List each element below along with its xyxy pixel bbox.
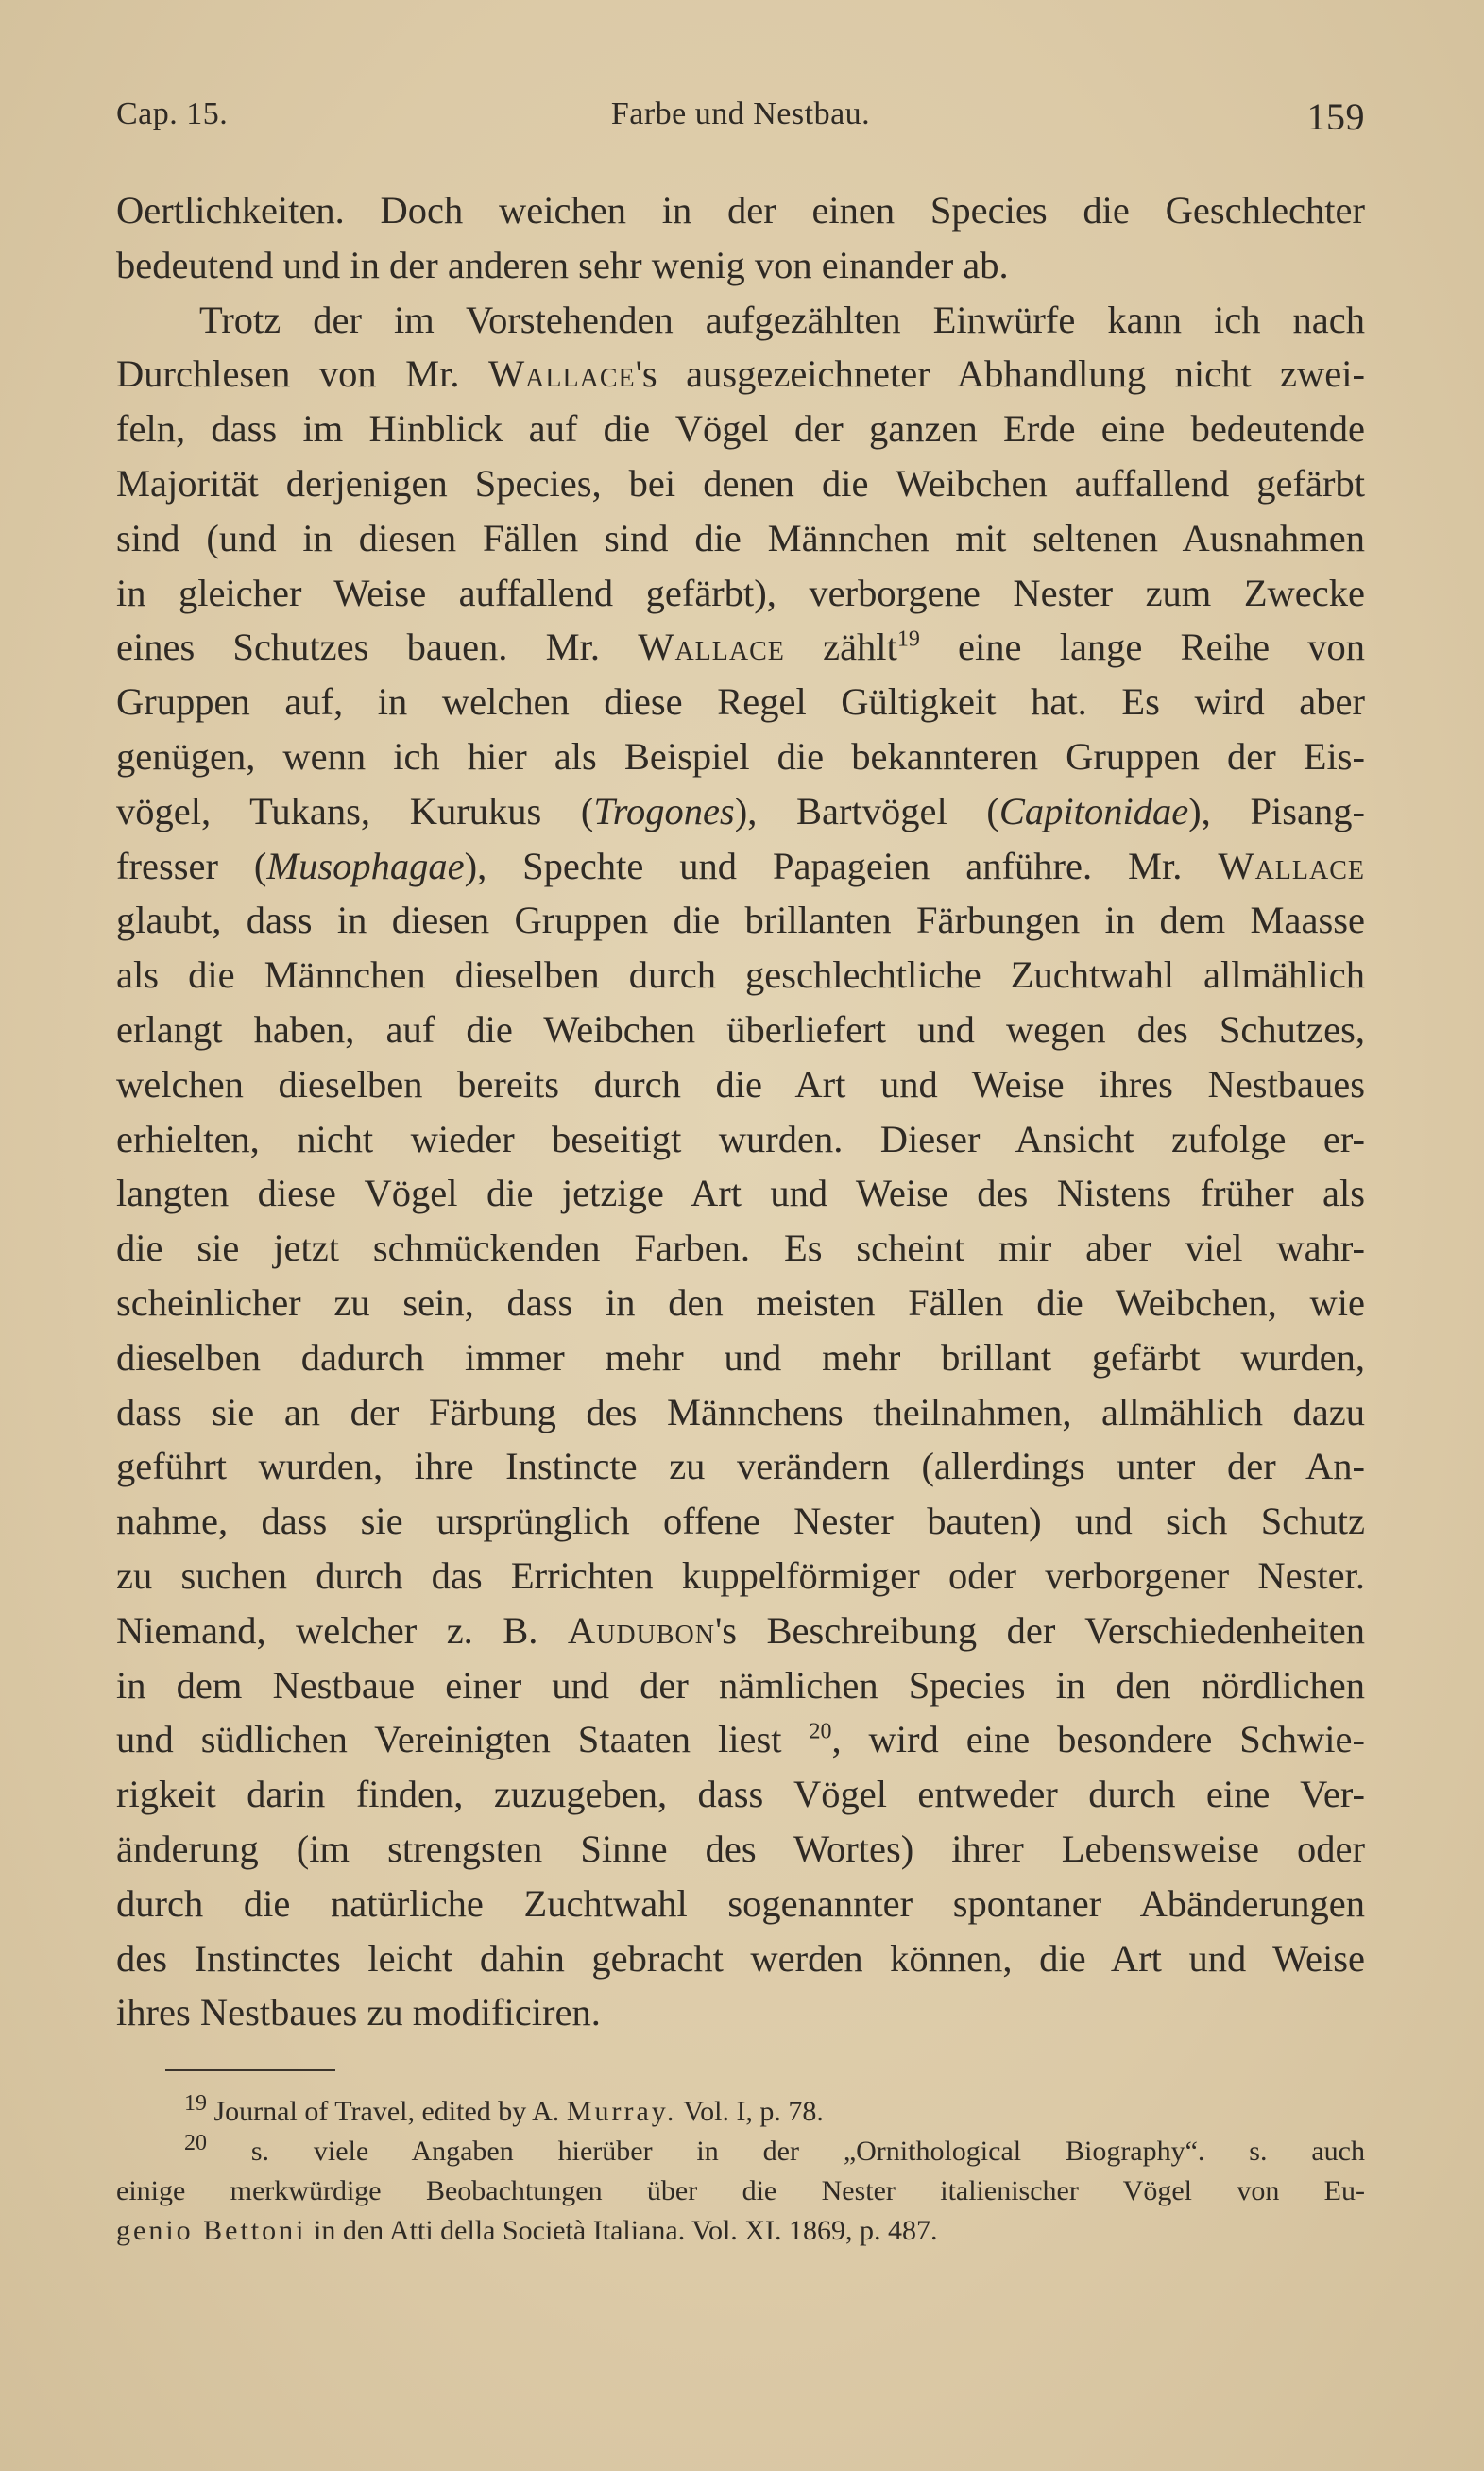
- text-line: Oertlichkeiten. Doch weichen in der einen Species die Geschlechter: [116, 189, 1365, 232]
- footnote-20: $^{20}$ s. viele Angaben hierüber in der „Ornithological Biography“. s. auch: [184, 2131, 1365, 2167]
- running-header: [116, 96, 1365, 144]
- text-line: dieselben dadurch immer mehr und mehr brillant gefärbt wurden,: [116, 1335, 1365, 1379]
- page-number: 159: [1306, 95, 1365, 138]
- footnote-19: $^{19}$ Journal of Travel, edited by A. Murray. Vol. I, p. 78.: [184, 2091, 824, 2127]
- author-name: Wallace: [487, 352, 636, 396]
- footnote-number: 20: [184, 2131, 207, 2155]
- text-line: in dem Nestbaue einer und der nämlichen Species in den nördlichen: [116, 1663, 1365, 1707]
- text-line: in gleicher Weise auffallend gefärbt), verborgene Nester zum Zwecke: [116, 571, 1365, 614]
- footnote-ref: 20: [809, 1719, 832, 1744]
- main-text: [116, 183, 1365, 2040]
- text-line: des Instinctes leicht dahin gebracht werden können, die Art und Weise: [116, 1936, 1365, 1980]
- text-line: die sie jetzt schmückenden Farben. Es scheint mir aber viel wahr-: [116, 1227, 1365, 1270]
- footnote-ref: 19: [896, 626, 920, 652]
- author-name: Wallace: [1218, 844, 1366, 887]
- text-line: ihres Nestbaues zu modificiren.: [116, 1991, 601, 2034]
- text-line: Niemand, welcher z. B. Audubon's Beschreibung der Verschiedenheiten: [116, 1608, 1365, 1652]
- footnote-text-line: genio Bettoni in den Atti della Società Italiana. Vol. XI. 1869, p. 487.: [116, 2215, 938, 2246]
- chapter-label: Cap. 15.: [116, 96, 229, 131]
- author-name: Wallace: [638, 626, 785, 669]
- text-line: rigkeit darin finden, zuzugeben, dass Vögel entweder durch eine Ver-: [116, 1773, 1365, 1816]
- text-line: änderung (im strengsten Sinne des Wortes) ihrer Lebensweise oder: [116, 1827, 1365, 1870]
- text-line: bedeutend und in der anderen sehr wenig von einander ab.: [116, 243, 1009, 286]
- text-line: dass sie an der Färbung des Männchens theilnahmen, allmählich dazu: [116, 1390, 1365, 1433]
- text-line: scheinlicher zu sein, dass in den meisten Fällen die Weibchen, wie: [116, 1280, 1365, 1324]
- taxon-name: Musophagae: [266, 844, 465, 887]
- paragraph-start: Trotz der im Vorstehenden aufgezählten Einwürfe kann ich nach: [199, 298, 1365, 341]
- text-line: sind (und in diesen Fällen sind die Männchen mit seltenen Ausnahmen: [116, 516, 1365, 559]
- text-line: durch die natürliche Zuchtwahl sogenannter spontaner Abänderungen: [116, 1881, 1365, 1925]
- text-line: genügen, wenn ich hier als Beispiel die bekannteren Gruppen der Eis-: [116, 734, 1365, 778]
- footnote-number: 19: [184, 2091, 207, 2116]
- text-line: langten diese Vögel die jetzige Art und Weise des Nistens früher als: [116, 1172, 1365, 1215]
- footnotes: [116, 2092, 1365, 2251]
- text-line: Durchlesen von Mr. Wallace's ausgezeichneter Abhandlung nicht zwei-: [116, 352, 1365, 396]
- text-line: erhielten, nicht wieder beseitigt wurden. Dieser Ansicht zufolge er-: [116, 1117, 1365, 1160]
- text-line: welchen dieselben bereits durch die Art und Weise ihres Nestbaues: [116, 1062, 1365, 1106]
- text-line: zu suchen durch das Errichten kuppelförmiger oder verborgener Nester.: [116, 1553, 1365, 1597]
- text-line: geführt wurden, ihre Instincte zu verändern (allerdings unter der An-: [116, 1445, 1365, 1488]
- text-line: als die Männchen dieselben durch geschlechtliche Zuchtwahl allmählich: [116, 953, 1365, 997]
- text-line: Majorität derjenigen Species, bei denen die Weibchen auffallend gefärbt: [116, 461, 1365, 505]
- text-line: Gruppen auf, in welchen diese Regel Gültigkeit hat. Es wird aber: [116, 680, 1365, 724]
- footnote-text-line: einige merkwürdige Beobachtungen über die Nester italienischer Vögel von Eu-: [116, 2175, 1365, 2206]
- author-name: Audubon: [567, 1608, 715, 1652]
- text-line: vögel, Tukans, Kurukus (Trogones), Bartvögel (Capitonidae), Pisang-: [116, 789, 1365, 832]
- text-line: nahme, dass sie ursprünglich offene Nester bauten) und sich Schutz: [116, 1500, 1365, 1543]
- taxon-name: Trogones: [593, 789, 735, 832]
- text-line: erlangt haben, auf die Weibchen überliefert und wegen des Schutzes,: [116, 1007, 1365, 1051]
- text-line: glaubt, dass in diesen Gruppen die brillanten Färbungen in dem Maasse: [116, 899, 1365, 942]
- taxon-name: Capitonidae: [998, 789, 1189, 832]
- text-line: feln, dass im Hinblick auf die Vögel der ganzen Erde eine bedeutende: [116, 407, 1365, 451]
- text-line: fresser (Musophagae), Spechte und Papageien anführe. Mr. Wallace: [116, 844, 1366, 887]
- text-line: und südlichen Vereinigten Staaten liest $^{20}$, wird eine besondere Schwie-: [116, 1718, 1365, 1761]
- footnote-divider: [165, 2069, 335, 2071]
- text-line: eines Schutzes bauen. Mr. Wallace zählt$^{19}$ eine lange Reihe von: [116, 626, 1366, 669]
- running-title: Farbe und Nestbau.: [610, 96, 871, 131]
